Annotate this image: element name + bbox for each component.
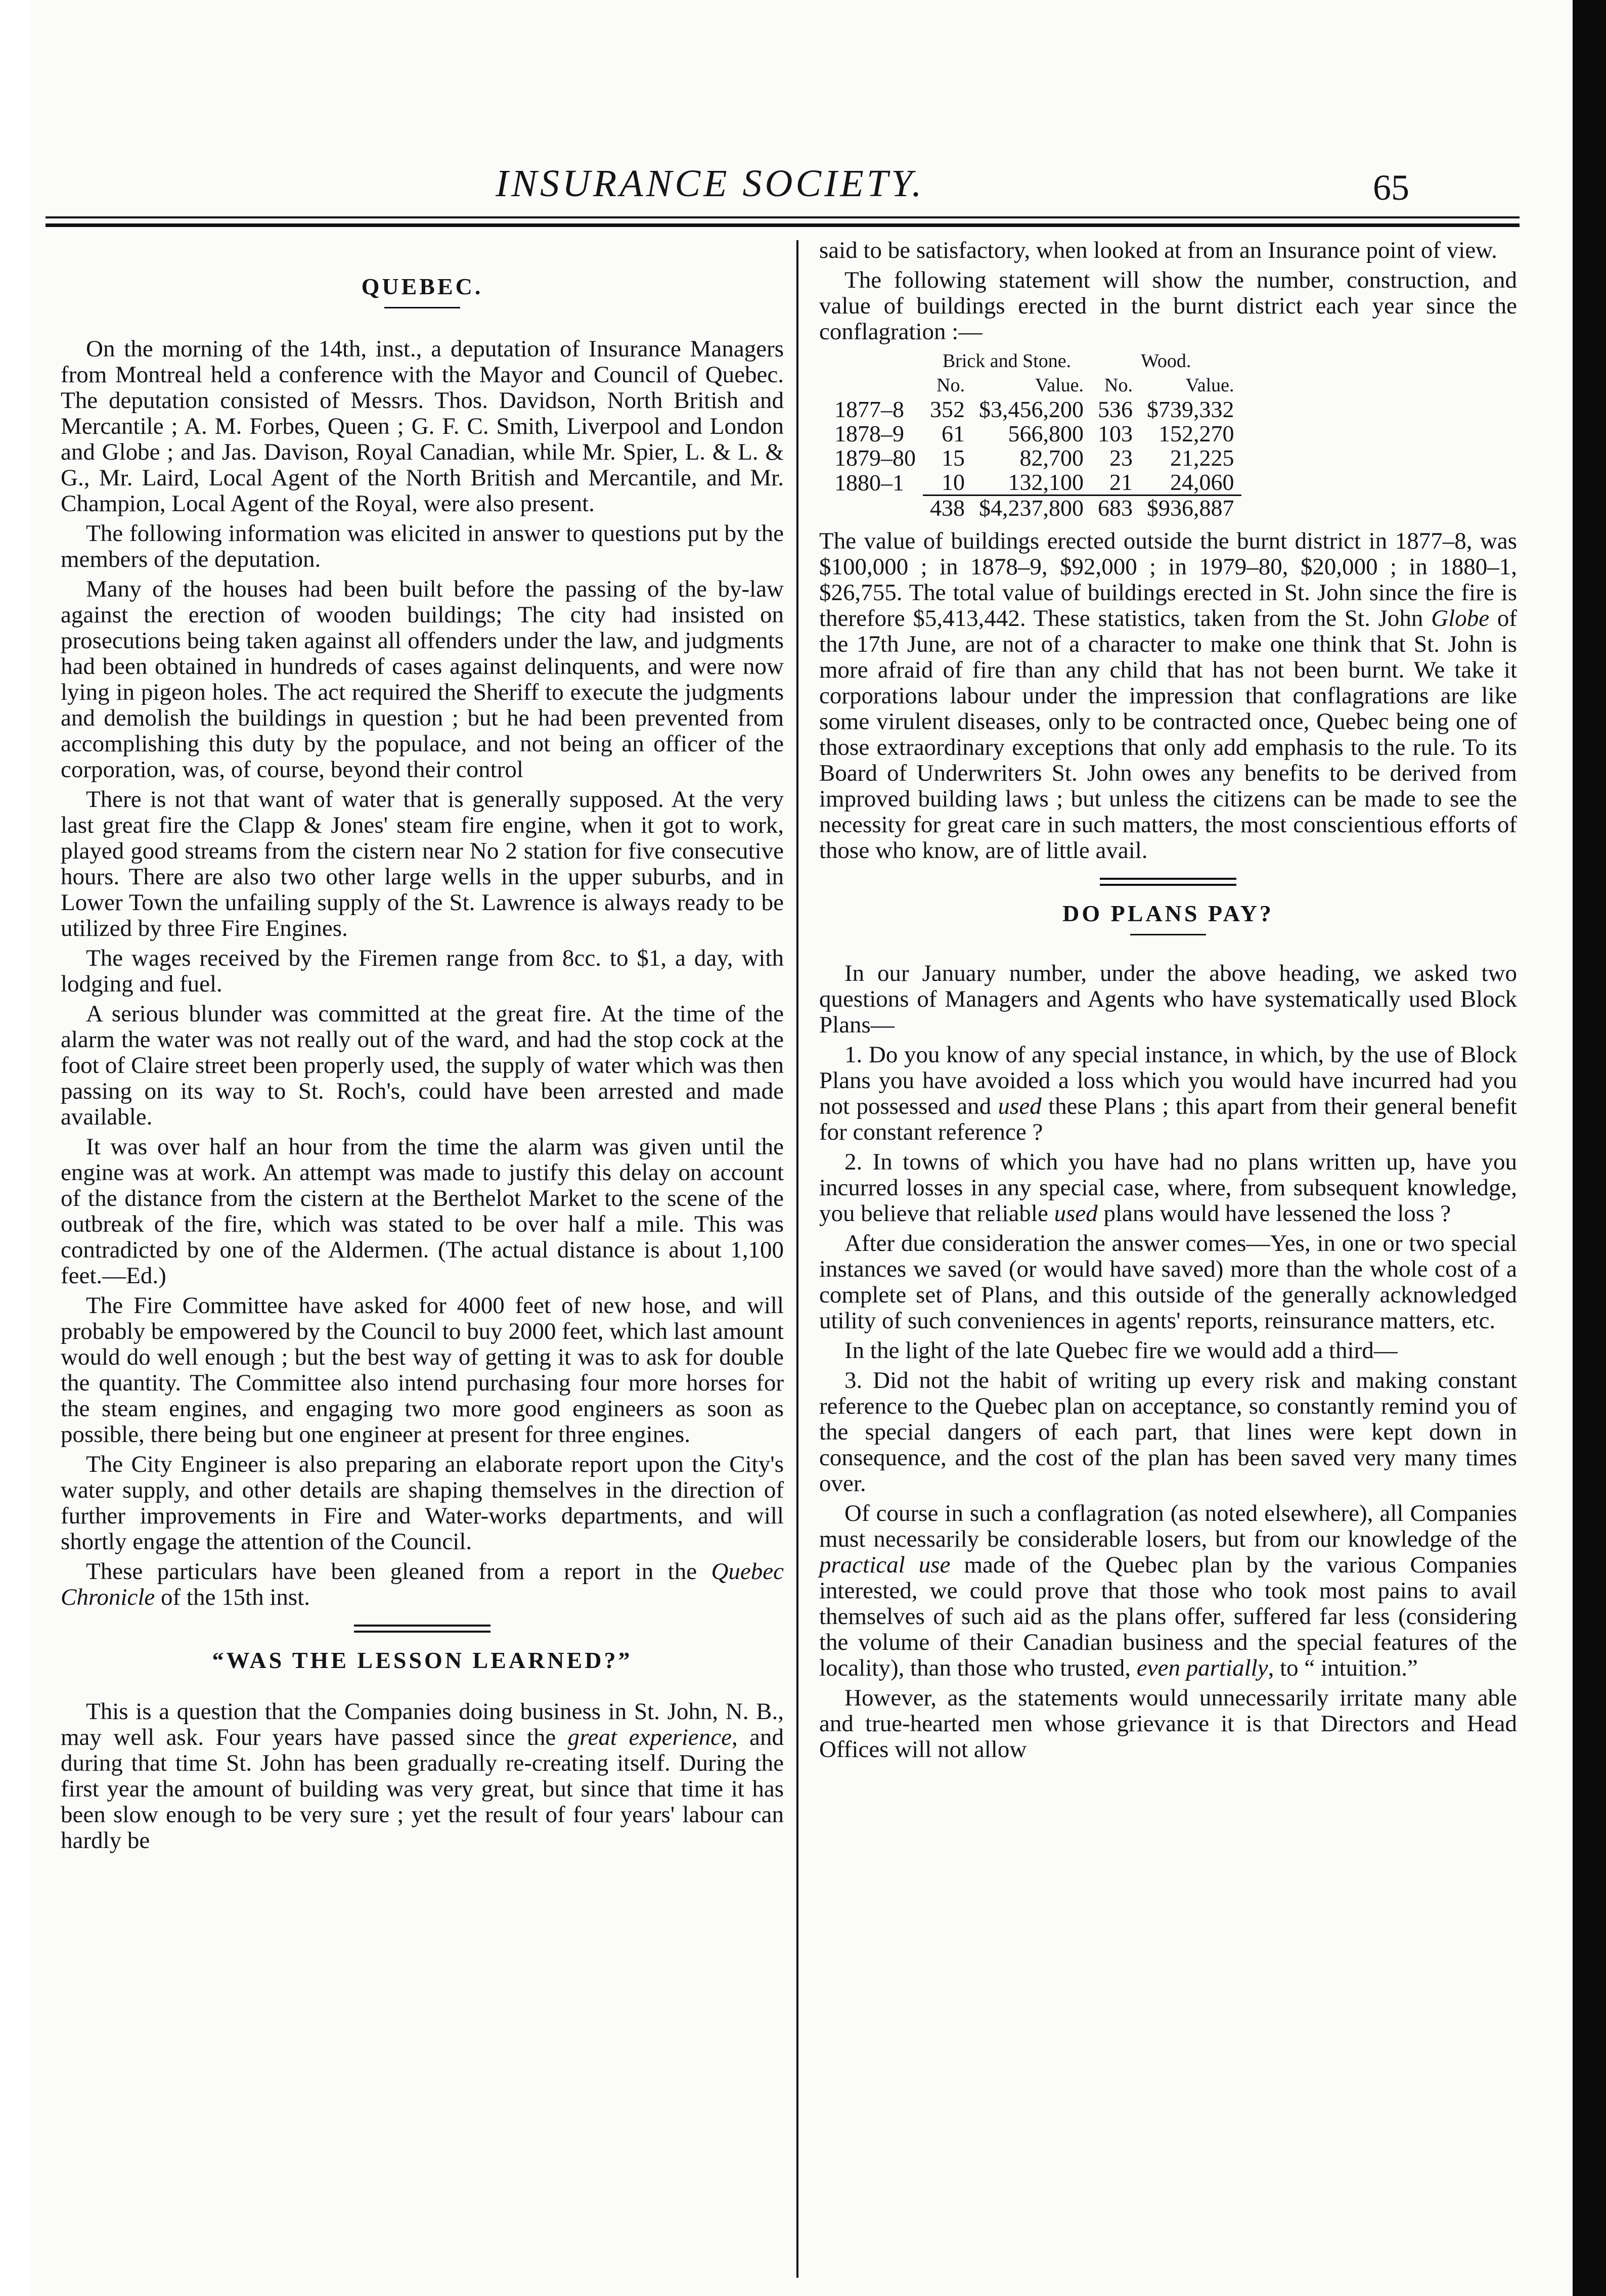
plans-paragraph: In the light of the late Quebec fire we would add a third— bbox=[844, 1337, 1398, 1364]
quebec-article bbox=[61, 273, 784, 1610]
page-header bbox=[30, 152, 1570, 217]
quebec-heading: QUEBEC. bbox=[361, 274, 483, 299]
plans-paragraph: After due consideration the answer comes—Yes, in one or two special instances we saved (or would have saved) more than the whole cost of a complete set of Plans, and this outside of the generally acknowledged utility of such conveniences in agents' reports, reinsurance matters, etc. bbox=[819, 1230, 1517, 1334]
blank-cell bbox=[834, 349, 923, 373]
closing-prefix: These particulars have been gleaned from a report in the bbox=[86, 1558, 711, 1585]
section-divider bbox=[354, 1625, 490, 1633]
plans-heading: DO PLANS PAY? bbox=[1062, 901, 1274, 926]
col-header-value: Value. bbox=[1185, 375, 1234, 396]
lesson-article bbox=[61, 1647, 784, 1854]
table-intro: The following statement will show the number, construction, and value of buildings erected in the burnt district each year since the conflagration :— bbox=[819, 267, 1517, 345]
wood-no-cell: 536 bbox=[1098, 396, 1133, 422]
source-publication: Globe bbox=[1431, 605, 1490, 632]
plans-paragraph: However, as the statements would unnecessarily irritate many able and true-hearted men whose grievance it is that Directors and Head Offices will not allow bbox=[819, 1685, 1517, 1763]
year-cell: 1879–80 bbox=[834, 445, 916, 471]
brick-value-cell: 82,700 bbox=[1019, 445, 1084, 471]
column-divider bbox=[796, 240, 798, 2278]
quebec-paragraph: On the morning of the 14th, inst., a deputation of Insurance Managers from Montreal held a conference with the Mayor and Council of Quebec. The deputation consisted of Messrs. Thos. Davidson, North British and Mercantile ; A. M. Forbes, Queen ; G. F. C. Smith, Liverpool and London and Globe ; and Jas. Davison, Royal Canadian, while Mr. Spier, L. & L. & G., Mr. Laird, Local Agent of the North British and Mercantile, and Mr. Champion, Local Agent of the Royal, were also present. bbox=[61, 336, 784, 517]
brick-value-cell: $3,456,200 bbox=[979, 396, 1084, 422]
quebec-closing-paragraph bbox=[61, 1559, 784, 1610]
brick-no-cell: 352 bbox=[930, 396, 965, 422]
quebec-paragraph: The following information was elicited in answer to questions put by the members of the deputation. bbox=[61, 520, 784, 572]
plans-text: , to “ intuition.” bbox=[1268, 1655, 1418, 1681]
total-brick-value: $4,237,800 bbox=[972, 496, 1091, 521]
table-row bbox=[834, 422, 1241, 446]
plans-text: these Plans ; this apart from their general benefit for constant reference ? bbox=[819, 1093, 1517, 1145]
table-row bbox=[834, 397, 1241, 422]
plans-text: plans would have lessened the loss ? bbox=[1097, 1200, 1451, 1227]
lesson-paragraph bbox=[61, 1699, 784, 1854]
plans-question bbox=[819, 1042, 1517, 1145]
right-column bbox=[819, 238, 1517, 1767]
lesson-text: This is a question that the Companies doing business in St. John, N. B., may well ask. Four years have passed since the bbox=[61, 1698, 784, 1750]
page-number: 65 bbox=[1373, 167, 1409, 208]
plans-text: Of course in such a conflagration (as noted elsewhere), all Companies must necessarily be considerable losers, but from our knowledge of the bbox=[819, 1500, 1517, 1552]
section-divider bbox=[1100, 878, 1236, 886]
total-brick-no: 438 bbox=[923, 496, 972, 521]
left-column bbox=[61, 238, 784, 1858]
wood-no-cell: 23 bbox=[1109, 445, 1133, 471]
table-total-row bbox=[834, 496, 1241, 521]
lesson-conclusion bbox=[819, 528, 1517, 864]
quebec-paragraph: There is not that want of water that is generally supposed. At the very last great fire the Clapp & Jones' steam fire engine, when it got to work, played good streams from the cistern near No 2 station for five consecutive hours. There are also two other large wells in the upper suburbs, and in Lower Town the unfailing supply of the St. Lawrence is always ready to be utilized by three Fire Engines. bbox=[61, 786, 784, 941]
wood-value-cell: 152,270 bbox=[1158, 421, 1234, 446]
lesson-emphasis: great experience bbox=[567, 1724, 732, 1750]
col-header-no: No. bbox=[936, 375, 965, 396]
plans-emphasis: even partially bbox=[1136, 1655, 1268, 1681]
page-edge bbox=[1573, 0, 1606, 2296]
quebec-paragraph: The wages received by the Firemen range from 8cc. to $1, a day, with lodging and fuel. bbox=[61, 945, 784, 997]
lesson-text: The value of buildings erected outside the burnt district in 1877–8, was $100,000 ; in 1878–9, $92,000 ; in 1979–80, $20,000 ; in 1880–1, $26,755. The total value of buildings erected in St. John since the fire is therefore $5,413,442. These statistics, taken from the St. John bbox=[819, 528, 1517, 632]
quebec-paragraph: It was over half an hour from the time the alarm was given until the engine was at work. An attempt was made to justify this delay on account of the distance from the cistern at the Berthelot Market to the scene of the outbreak of the fire, which was stated to be over half a mile. This was contradicted by one of the Aldermen. (The actual distance is about 1,100 feet.—Ed.) bbox=[61, 1134, 784, 1289]
lesson-text: of the 17th June, are not of a character to make one think that St. John is more afraid of fire than any child that has not been burnt. We take it corporations labour under the impression that conflagrations are like some virulent diseases, only to be contracted once, Quebec being one of those extraordinary exceptions that only add emphasis to the rule. To its Board of Underwriters St. John owes any benefits to be derived from improved building laws ; but unless the citizens can be made to see the necessity for great care in such matters, the most conscientious efforts of those who know, are of little avail. bbox=[819, 605, 1517, 864]
brick-no-cell: 15 bbox=[942, 445, 965, 471]
year-cell: 1877–8 bbox=[834, 396, 904, 422]
table-column-header bbox=[834, 373, 1241, 397]
running-title: INSURANCE SOCIETY. bbox=[496, 162, 925, 205]
table-row bbox=[834, 470, 1241, 496]
header-rule-bottom bbox=[46, 223, 1520, 227]
brick-value-cell: 566,800 bbox=[1008, 421, 1084, 446]
buildings-table bbox=[834, 349, 1241, 520]
total-wood-value: $936,887 bbox=[1140, 496, 1241, 521]
group-wood-label: Wood. bbox=[1141, 350, 1191, 372]
quebec-paragraph: The Fire Committee have asked for 4000 feet of new hose, and will probably be empowered by the Council to buy 2000 feet, which last amount would do well enough ; but the best way of getting it was to ask for double the quantity. The Committee also intend purchasing four more horses for the steam engines, and engaging two more good engineers as soon as possible, there being but one engineer at present for three engines. bbox=[61, 1292, 784, 1448]
year-cell: 1880–1 bbox=[834, 469, 904, 496]
header-rule-top bbox=[46, 216, 1520, 218]
quebec-paragraph: The City Engineer is also preparing an elaborate report upon the City's water supply, and other details are shaping themselves in the direction of further improvements in Fire and Water-works departments, and will shortly engage the attention of the Council. bbox=[61, 1451, 784, 1555]
lesson-heading: “WAS THE LESSON LEARNED?” bbox=[212, 1647, 633, 1673]
col-header-value: Value. bbox=[1035, 375, 1084, 396]
col-header-no: No. bbox=[1104, 375, 1133, 396]
plans-text: 2. In towns of which you have had no plans written up, have you incurred losses in any special case, where, from subsequent knowledge, you believe that reliable bbox=[819, 1149, 1517, 1227]
lesson-continuation: said to be satisfactory, when looked at from an Insurance point of view. bbox=[819, 237, 1497, 263]
plans-text: made of the Quebec plan by the various Companies interested, we could prove that those who took most pains to avail themselves of such aid as the plans offer, suffered far less (considering the volume of their Canadian business and the special features of the locality), than those who trusted, bbox=[819, 1552, 1517, 1681]
wood-no-cell: 21 bbox=[1109, 469, 1133, 495]
wood-value-cell: 21,225 bbox=[1170, 445, 1234, 471]
wood-value-cell: $739,332 bbox=[1147, 396, 1234, 422]
blank-cell bbox=[834, 373, 923, 397]
plans-emphasis: practical use bbox=[819, 1552, 951, 1578]
plans-paragraph bbox=[819, 1501, 1517, 1681]
plans-question: 3. Did not the habit of writing up every risk and making constant reference to the Quebec plan on acceptance, so constantly remind you of the special dangers of each part, that lines were kept down in consequence, and the cost of the plan has been saved very many times over. bbox=[819, 1367, 1517, 1497]
quebec-paragraph: Many of the houses had been built before the passing of the by-law against the erection of wooden buildings; The city had insisted on prosecutions being taken against all offenders under the law, and judgments had been obtained in hundreds of cases against delinquents, and were now lying in pigeon holes. The act required the Sheriff to execute the judgments and demolish the buildings in question ; but he had been prevented from accomplishing this duty by the populace, and not being an officer of the corporation, was, of course, beyond their control bbox=[61, 576, 784, 783]
table-group-header bbox=[834, 349, 1241, 373]
plans-emphasis: used bbox=[998, 1093, 1042, 1119]
source-publication: Quebec Chronicle bbox=[61, 1558, 784, 1610]
plans-paragraph: In our January number, under the above heading, we asked two questions of Managers and Agents who have systematically used Block Plans— bbox=[819, 960, 1517, 1038]
brick-value-cell: 132,100 bbox=[1008, 469, 1084, 495]
page bbox=[30, 0, 1570, 2296]
plans-text: 1. Do you know of any special instance, in which, by the use of Block Plans you have avoided a loss which you would have incurred had you not possessed and bbox=[819, 1042, 1517, 1119]
plans-article bbox=[819, 900, 1517, 1763]
plans-emphasis: used bbox=[1054, 1200, 1098, 1227]
brick-no-cell: 61 bbox=[942, 421, 965, 446]
wood-no-cell: 103 bbox=[1098, 421, 1133, 446]
table-row bbox=[834, 446, 1241, 470]
plans-question bbox=[819, 1149, 1517, 1227]
blank-cell bbox=[834, 496, 923, 521]
lesson-text: , and during that time St. John has been gradually re-creating itself. During the first year the amount of building was very great, but since that time it has been slow enough to be very sure ; yet the result of four years' labour can hardly be bbox=[61, 1724, 784, 1854]
year-cell: 1878–9 bbox=[834, 421, 904, 446]
quebec-paragraph: A serious blunder was committed at the great fire. At the time of the alarm the water was not really out of the ward, and had the stop cock at the foot of Claire street been properly used, the supply of water which was then passing on its way to St. Roch's, could have been arrested and made available. bbox=[61, 1001, 784, 1130]
closing-suffix: of the 15th inst. bbox=[155, 1584, 310, 1610]
group-brick-label: Brick and Stone. bbox=[942, 350, 1072, 372]
brick-no-cell: 10 bbox=[942, 469, 965, 495]
total-wood-no: 683 bbox=[1091, 496, 1140, 521]
wood-value-cell: 24,060 bbox=[1170, 469, 1234, 495]
